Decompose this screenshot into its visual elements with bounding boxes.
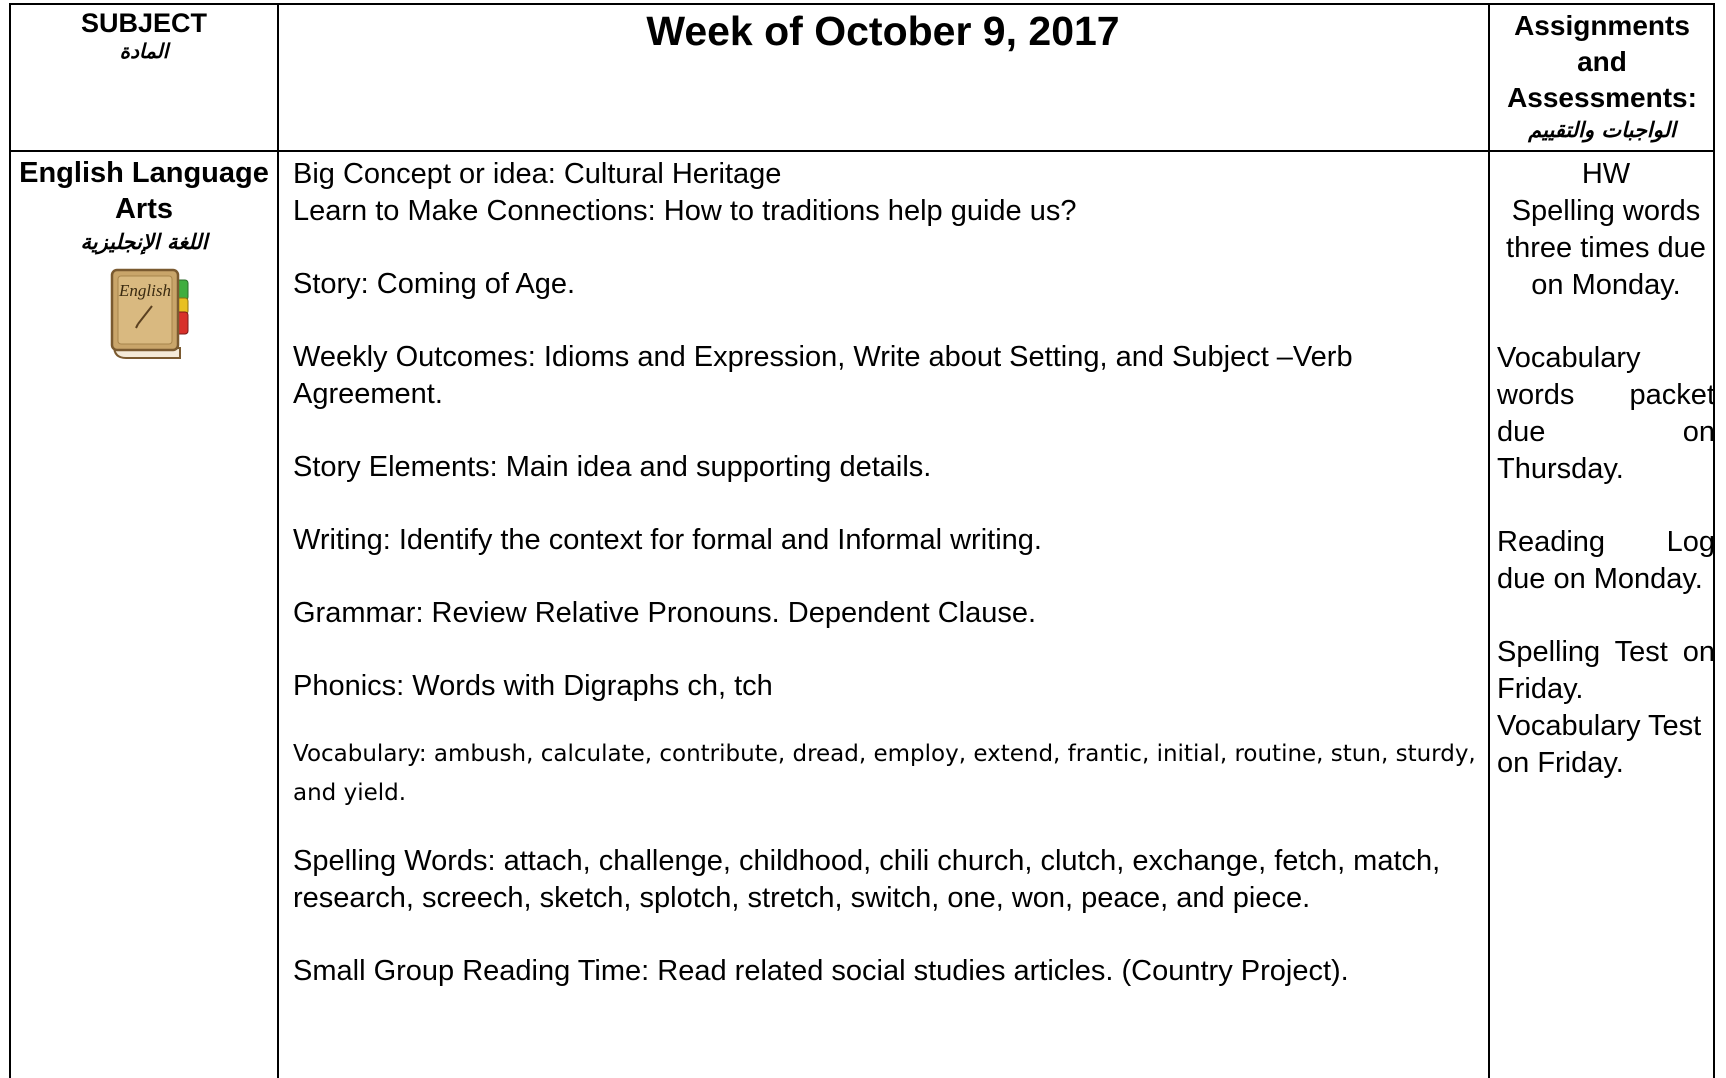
vocabulary-test: Vocabulary Test on Friday. <box>1497 710 1702 779</box>
weekly-outcomes: Weekly Outcomes: Idioms and Expression, Write about Setting, and Subject –Verb Agreement. <box>293 341 1353 410</box>
writing: Writing: Identify the context for formal and Informal writing. <box>293 524 1042 556</box>
spelling-homework: Spelling words three times due on Monday. <box>1506 195 1706 301</box>
subject-cell <box>11 155 277 255</box>
grammar: Grammar: Review Relative Pronouns. Dependent Clause. <box>293 597 1037 629</box>
reading-log: Reading Log due on Monday. <box>1497 526 1715 595</box>
spelling-words: Spelling Words: attach, challenge, childhood, chili church, clutch, exchange, fetch, match, research, screech, sketch, splotch, stretch, switch, one, won, peace, and piece. <box>293 845 1441 914</box>
assignments-header-label-arabic: الواجبات والتقييم <box>1528 118 1676 142</box>
spelling-test: Spelling Test on Friday. <box>1497 636 1715 705</box>
column-divider <box>277 3 279 1078</box>
vocabulary: Vocabulary: ambush, calculate, contribute, dread, employ, extend, frantic, initial, routine, stun, sturdy, and yield. <box>293 741 1476 806</box>
small-group-reading: Small Group Reading Time: Read related social studies articles. (Country Project). <box>293 955 1349 987</box>
column-divider <box>1488 3 1490 1078</box>
vocabulary-packet: Vocabulary words packet due on Thursday. <box>1497 342 1715 485</box>
header-row-divider <box>9 150 1715 152</box>
phonics: Phonics: Words with Digraphs ch, tch <box>293 670 773 702</box>
assignments-header <box>1491 8 1713 144</box>
subject-header <box>11 8 277 64</box>
subject-name: English Language Arts <box>19 157 269 225</box>
english-book-icon <box>108 266 192 362</box>
week-title: Week of October 9, 2017 <box>646 8 1120 54</box>
hw-label: HW <box>1581 158 1631 190</box>
connections: Learn to Make Connections: How to traditions help guide us? <box>293 195 1077 227</box>
subject-header-label: SUBJECT <box>80 8 208 38</box>
subject-name-arabic: اللغة الإنجليزية <box>80 230 208 254</box>
story: Story: Coming of Age. <box>293 268 576 300</box>
weekly-content <box>293 156 1479 990</box>
assignments-header-label: Assignments and Assessments: <box>1507 10 1697 113</box>
big-concept: Big Concept or idea: Cultural Heritage <box>293 158 782 190</box>
assignments-cell <box>1497 156 1715 782</box>
story-elements: Story Elements: Main idea and supporting details. <box>293 451 932 483</box>
subject-header-label-arabic: المادة <box>119 39 169 63</box>
book-icon-label: English <box>119 281 171 300</box>
